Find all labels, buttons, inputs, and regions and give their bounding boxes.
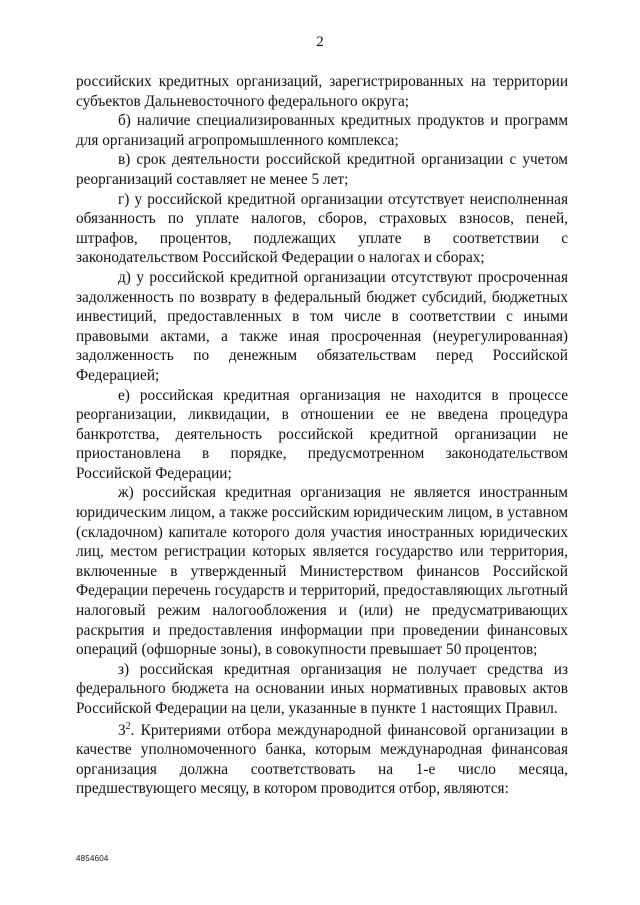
paragraph-e: е) российская кредитная организация не находится в процессе реорганизации, ликвидации, в отношении ее не введена процедура банкротства, деятельность российской кредитной организации не приостановлена в порядке, предусмотренном законодательством Российской Федерации; <box>76 386 568 482</box>
clause-superscript: 2 <box>125 720 131 732</box>
paragraph-g: г) у российской кредитной организации отсутствует неисполненная обязанность по уплате налогов, сборов, страховых взносов, пеней, штрафов, процентов, подлежащих уплате в соответствии с законодательством Российской Федерации о налогах и сборах; <box>76 190 568 267</box>
paragraph-z: з) российская кредитная организация не получает средства из федерального бюджета на основании иных нормативных правовых актов Российской Федерации на цели, указанные в пункте 1 настоящих Правил. <box>76 660 568 717</box>
paragraph-b: б) наличие специализированных кредитных продуктов и программ для организаций агропромышленного комплекса; <box>76 112 568 149</box>
page-number: 2 <box>316 34 324 50</box>
paragraph-v: в) срок деятельности российской кредитной организации с учетом реорганизаций составляет не менее 5 лет; <box>76 151 568 188</box>
document-code: 4854604 <box>76 854 109 863</box>
paragraph-a-continuation: российских кредитных организаций, зарегистрированных на территории субъектов Дальневосточного федерального округа; <box>76 73 568 110</box>
clause-number: 3 <box>118 721 126 739</box>
paragraph-d: д) у российской кредитной организации отсутствуют просроченная задолженность по возврату в федеральный бюджет субсидий, бюджетных инвестиций, предоставленных в том числе в соответствии с иными правовыми актами, а также иная просроченная (неурегулированная) задолженность по денежным обязательствам перед Российской Федерацией; <box>76 268 568 384</box>
clause-text: . Критериями отбора международной финансовой организации в качестве уполномоченного банка, которым международная финансовая организация должна соответствовать на 1-е число месяца, предшествующего месяцу, в котором проводится отбор, являются: <box>76 721 568 798</box>
document-body <box>76 72 568 799</box>
paragraph-3-2 <box>76 721 568 799</box>
paragraph-zh: ж) российская кредитная организация не является иностранным юридическим лицом, а также российским юридическим лицом, в уставном (складочном) капитале которого доля участия иностранных юридических лиц, местом регистрации которых является государство или территория, включенные в утвержденный Министерством финансов Российской Федерации перечень государств и территорий, предоставляющих льготный налоговый режим налогообложения и (или) не предусматривающих раскрытия и предоставления информации при проведении финансовых операций (офшорные зоны), в совокупности превышает 50 процентов; <box>76 484 568 659</box>
